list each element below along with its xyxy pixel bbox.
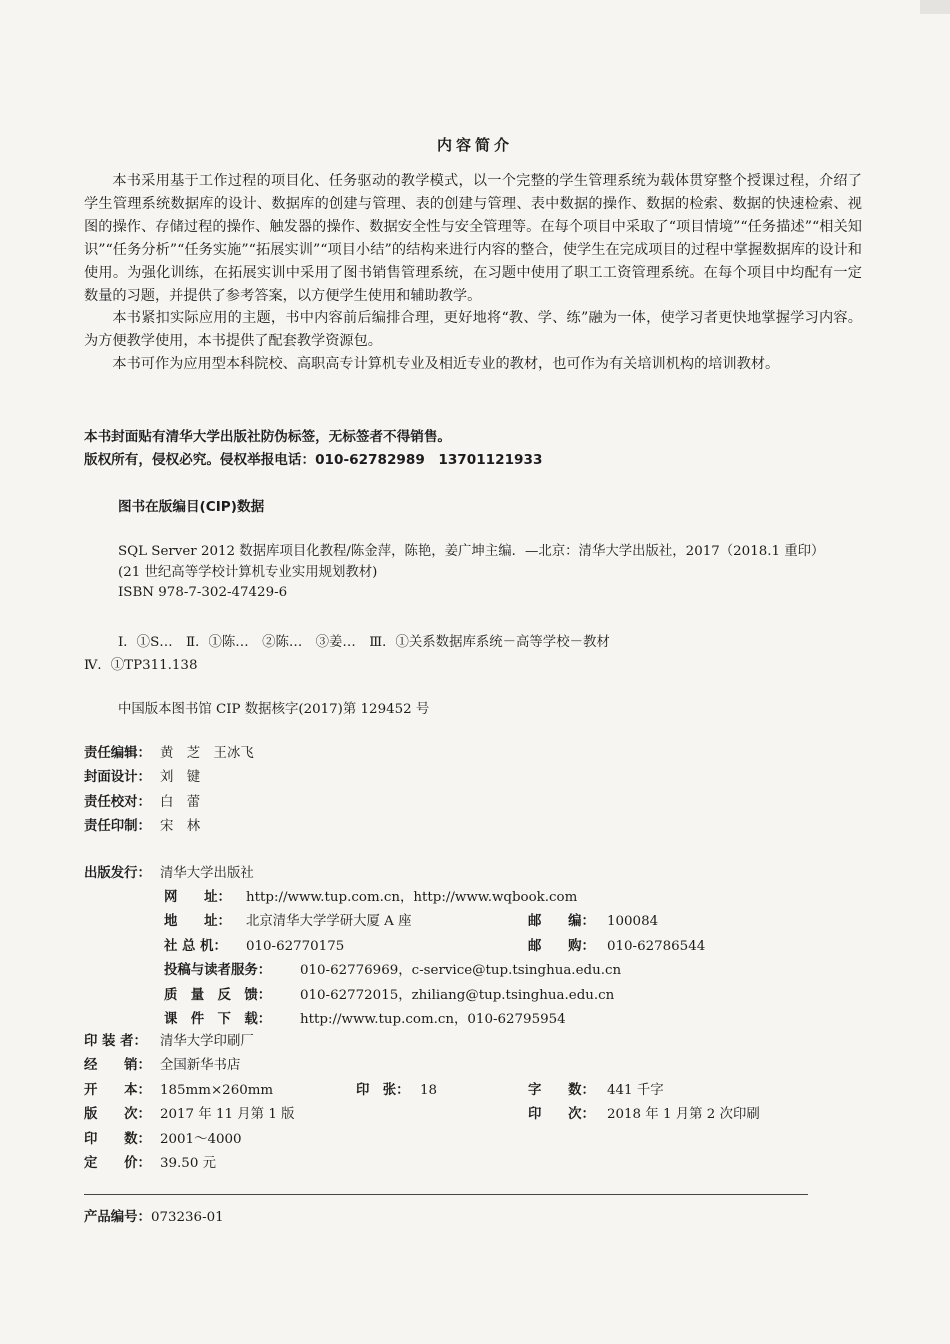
switchboard-label: 社 总 机： (164, 938, 227, 954)
cip-heading: 图书在版编目(CIP)数据 (118, 499, 265, 515)
credit-row (84, 791, 254, 815)
edition-value: 2017 年 11 月第 1 版 (160, 1107, 295, 1123)
product-code-label: 产品编号： (84, 1210, 151, 1225)
quality-feedback-value: 010-62772015，zhiliang@tup.tsinghua.edu.cn (300, 987, 615, 1003)
reader-service-label: 投稿与读者服务： (164, 963, 272, 979)
credit-value: 黄 芝 王冰飞 (160, 746, 254, 761)
reader-service-row (84, 959, 864, 983)
credit-value: 宋 林 (160, 819, 201, 835)
credit-value: 刘 键 (160, 770, 201, 786)
price-value: 39.50 元 (160, 1155, 216, 1171)
postcode-value: 100084 (607, 914, 659, 930)
page-title: 内容简介 (436, 136, 513, 154)
address-label: 地 址： (164, 914, 231, 930)
words-value: 441 千字 (607, 1082, 664, 1098)
website-label: 网 址： (164, 890, 231, 905)
credit-row (84, 766, 254, 790)
copyright-notice: 版权所有，侵权必究。侵权举报电话：010-62782989 13701121933 (84, 452, 543, 468)
product-code (84, 1206, 224, 1225)
edition-label: 版 次： (84, 1107, 151, 1123)
address-value: 北京清华大学学研大厦 A 座 (246, 914, 412, 930)
sheets-value: 18 (420, 1082, 438, 1098)
classification-line-2: Ⅳ．①TP311.138 (84, 657, 198, 673)
cip-record (118, 542, 918, 604)
copies-label: 印 数： (84, 1131, 151, 1147)
website-value: http://www.tup.com.cn，http://www.wqbook.com (246, 890, 578, 905)
courseware-label: 课 件 下 载： (164, 1011, 272, 1027)
format-row (84, 1079, 864, 1103)
copies-value: 2001～4000 (160, 1131, 242, 1147)
publisher-name: 清华大学出版社 (160, 866, 254, 881)
distributor-value: 全国新华书店 (160, 1058, 241, 1074)
impression-label: 印 次： (528, 1107, 595, 1123)
credit-label: 责任校对： (84, 794, 151, 810)
mailorder-label: 邮 购： (528, 938, 595, 954)
copies-row (84, 1128, 864, 1152)
printer-value: 清华大学印刷厂 (160, 1034, 254, 1049)
summary-paragraph-3: 本书可作为应用型本科院校、高职高专计算机专业及相近专业的教材，也可作为有关培训机构的培训教材。 (112, 356, 780, 373)
book-summary (84, 170, 862, 376)
publisher-details (84, 886, 864, 1032)
printer-label: 印 装 者： (84, 1034, 147, 1049)
switchboard-row (84, 935, 864, 959)
summary-paragraph-2: 本书紧扣实际应用的主题，书中内容前后编排合理，更好地将“教、学、练”融为一体，使学习者更快地掌握学习内容。为方便教学使用，本书提供了配套教学资源包。 (84, 310, 862, 350)
credit-row (84, 815, 254, 839)
format-label: 开 本： (84, 1082, 151, 1098)
mailorder-value: 010-62786544 (607, 938, 706, 954)
anti-counterfeit-notice: 本书封面贴有清华大学出版社防伪标签，无标签者不得销售。 (84, 429, 452, 445)
scan-edge (920, 0, 950, 14)
cip-series-line: (21 世纪高等学校计算机专业实用规划教材) (118, 564, 378, 580)
words-label: 字 数： (528, 1082, 595, 1098)
distributor-label: 经 销： (84, 1058, 151, 1074)
quality-feedback-row (84, 984, 864, 1008)
distributor-row (84, 1054, 864, 1078)
cip-isbn-line: ISBN 978-7-302-47429-6 (118, 585, 288, 600)
divider (84, 1194, 808, 1195)
cip-classification (84, 632, 610, 677)
credit-label: 封面设计： (84, 770, 151, 786)
impression-value: 2018 年 1 月第 2 次印刷 (607, 1107, 760, 1123)
printer-row (84, 1030, 864, 1054)
price-label: 定 价： (84, 1155, 151, 1171)
address-row (84, 910, 864, 934)
website-row (84, 886, 864, 910)
courseware-value: http://www.tup.com.cn，010-62795954 (300, 1011, 566, 1027)
courseware-row (84, 1008, 864, 1032)
classification-line-1: Ⅰ．①S… Ⅱ．①陈… ②陈… ③姜… Ⅲ．①关系数据库系统－高等学校－教材 (118, 635, 610, 650)
credit-label: 责任编辑： (84, 746, 151, 761)
credit-value: 白 蕾 (160, 794, 201, 810)
publisher-label: 出版发行： (84, 866, 151, 881)
sheets-label: 印 张： (356, 1082, 410, 1098)
postcode-label: 邮 编： (528, 914, 595, 930)
reader-service-value: 010-62776969，c-service@tup.tsinghua.edu.cn (300, 963, 622, 979)
cip-title-line: SQL Server 2012 数据库项目化教程/陈金萍，陈艳，姜广坤主编．—北京：清华大学出版社，2017（2018.1 重印） (118, 544, 825, 559)
format-value: 185mm×260mm (160, 1082, 274, 1098)
product-code-value: 073236-01 (150, 1210, 224, 1225)
price-row (84, 1152, 864, 1176)
publisher-line (84, 862, 254, 881)
print-details (84, 1030, 864, 1176)
summary-paragraph-1: 本书采用基于工作过程的项目化、任务驱动的教学模式，以一个完整的学生管理系统为载体贯穿整个授课过程，介绍了学生管理系统数据库的设计、数据库的创建与管理、表的创建与管理、表中数据的操作、数据的检索、数据的快速检索、视图的操作、存储过程的操作、触发器的操作、数据安全性与安全管理等。在每个项目中采取了“项目情境”“任务描述”“相关知识”“任务分析”“任务实施”“拓展实训”“项目小结”的结构来进行内容的整合，使学生在完成项目的过程中掌握数据库的设计和使用。为强化训练，在拓展实训中采用了图书销售管理系统，在习题中使用了职工工资管理系统。在每个项目中均配有一定数量的习题，并提供了参考答案，以方便学生使用和辅助教学。 (84, 173, 862, 304)
switchboard-value: 010-62770175 (246, 938, 345, 954)
credits-list (84, 742, 254, 840)
credit-row (84, 742, 254, 766)
quality-feedback-label: 质 量 反 馈： (164, 987, 272, 1003)
edition-row (84, 1103, 864, 1127)
credit-label: 责任印制： (84, 819, 151, 835)
cip-number: 中国版本图书馆 CIP 数据核字(2017)第 129452 号 (118, 702, 430, 717)
